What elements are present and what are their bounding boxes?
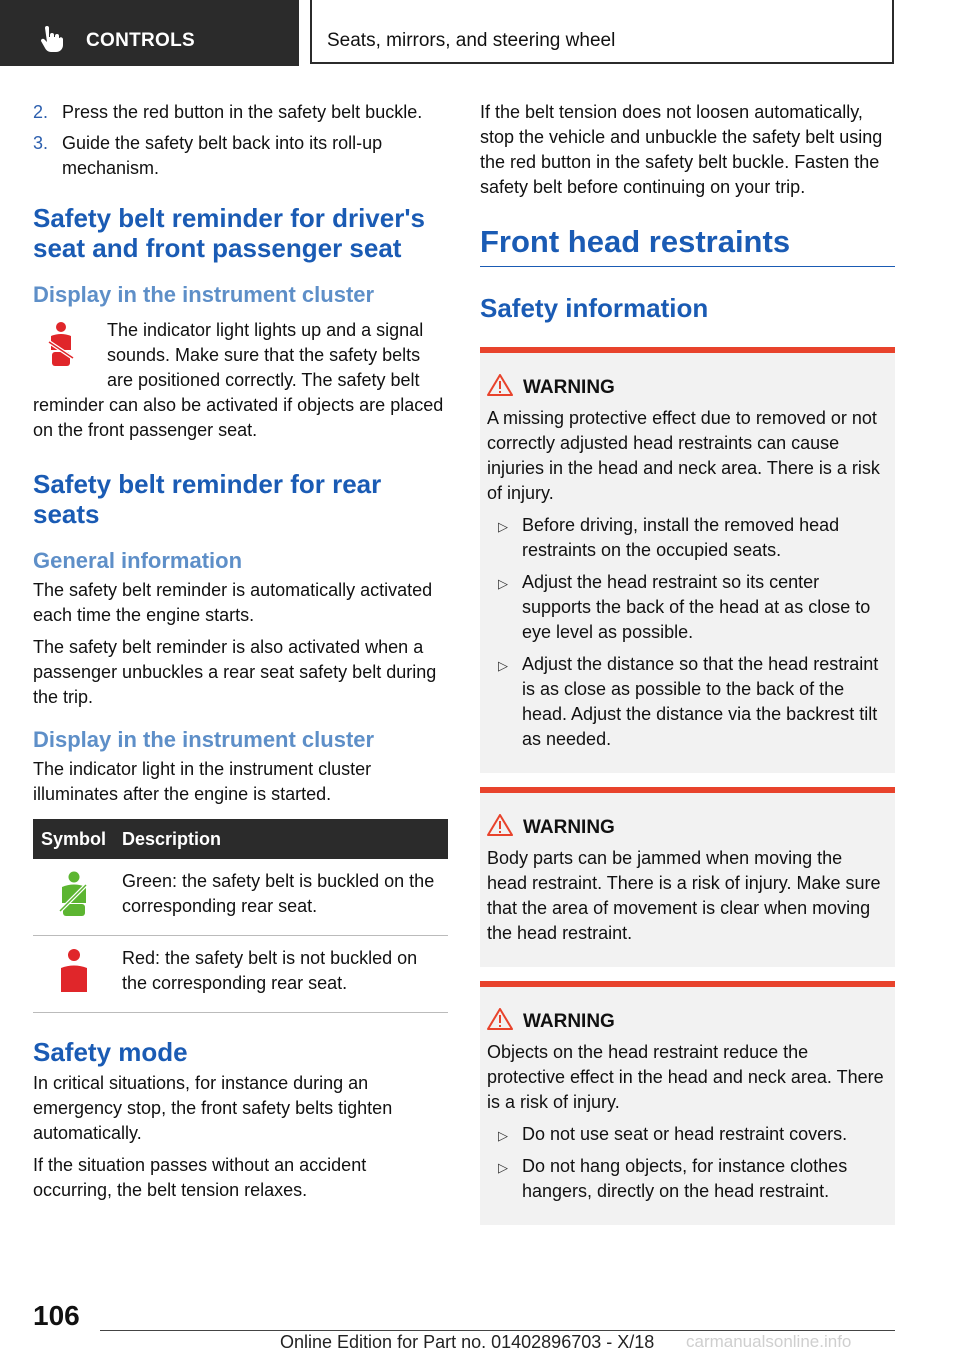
symbol-cell — [33, 936, 114, 1013]
warning-bullets — [487, 513, 887, 752]
bullet-text: Do not use seat or head restraint covers. — [522, 1124, 848, 1144]
list-item — [487, 652, 887, 752]
step-number: 2. — [33, 102, 49, 122]
warning-box-2 — [480, 787, 895, 967]
symbol-cell — [33, 859, 114, 936]
section-label: CONTROLS — [86, 30, 196, 51]
list-item — [487, 1154, 887, 1204]
safety-mode-paragraph-1: In critical situations, for instance during an emergency stop, the front safety belts tighten automatically. — [33, 1073, 393, 1143]
warning-title-text: WARNING — [523, 1011, 615, 1032]
heading-front-head-restraints: Front head restraints — [480, 224, 895, 267]
page-footer — [0, 1290, 960, 1362]
triangle-bullet-icon: ▷ — [498, 576, 508, 591]
triangle-bullet-icon: ▷ — [498, 1160, 508, 1175]
heading-front-reminder: Safety belt reminder for driver's seat and front passenger seat — [33, 203, 425, 263]
symbol-table — [33, 819, 448, 1013]
warning-title-text: WARNING — [523, 817, 615, 838]
edition-text: Online Edition for Part no. 01402896703 - X/18 — [280, 1332, 655, 1352]
display-cluster-rear-text: The indicator light in the instrument cluster illuminates after the engine is started. — [33, 759, 372, 804]
list-item — [33, 100, 448, 125]
column-header-symbol: Symbol — [33, 819, 114, 859]
triangle-bullet-icon: ▷ — [498, 519, 508, 534]
seatbelt-buckled-green-icon — [56, 871, 92, 917]
warning-title — [487, 374, 887, 400]
steps-list — [33, 100, 448, 181]
triangle-bullet-icon: ▷ — [498, 1128, 508, 1143]
chapter-tab — [310, 0, 894, 64]
general-paragraph-2: The safety belt reminder is also activated when a passenger unbuckles a rear seat safety belt during the trip. — [33, 637, 437, 707]
page-number: 106 — [33, 1300, 80, 1331]
table-row — [33, 936, 448, 1013]
right-column — [480, 100, 895, 1239]
bullet-text: Adjust the distance so that the head restraint is as close as possible to the back of the head. Adjust the distance via the backrest tilt as needed. — [522, 654, 879, 749]
chapter-label: Seats, mirrors, and steering wheel — [327, 30, 616, 51]
warning-box-1 — [480, 347, 895, 773]
indicator-block — [33, 316, 448, 443]
warning-triangle-icon — [487, 1008, 513, 1030]
table-row — [33, 859, 448, 936]
watermark: carmanualsonline.info — [686, 1332, 852, 1351]
list-item — [487, 1122, 887, 1147]
column-header-description: Description — [114, 819, 448, 859]
heading-display-cluster-rear: Display in the instrument cluster — [33, 727, 375, 752]
warning-text: Objects on the head restraint reduce the protective effect in the head and neck area. There is a risk of injury. — [487, 1042, 884, 1112]
description-cell: Green: the safety belt is buckled on the corresponding rear seat. — [114, 859, 448, 936]
warning-text: Body parts can be jammed when moving the head restraint. There is a risk of injury. Make sure that the area of movement is clear when moving the head restraint. — [487, 848, 881, 943]
triangle-bullet-icon: ▷ — [498, 658, 508, 673]
display-cluster-text: The indicator light lights up and a signal sounds. Make sure that the safety belts are positioned correctly. The safety belt reminder can also be activated if objects are placed on the front passenger seat. — [33, 320, 444, 440]
belt-tension-paragraph: If the belt tension does not loosen automatically, stop the vehicle and unbuckle the safety belt using the red button in the safety belt buckle. Fasten the safety belt before continuing on your trip. — [480, 102, 883, 197]
description-cell: Red: the safety belt is not buckled on the corresponding rear seat. — [114, 936, 448, 1013]
list-item — [487, 513, 887, 563]
left-column — [33, 100, 448, 1210]
seatbelt-warning-icon — [41, 320, 81, 370]
general-paragraph-1: The safety belt reminder is automatically activated each time the engine starts. — [33, 580, 433, 625]
warning-bullets — [487, 1122, 887, 1204]
warning-text: A missing protective effect due to removed or not correctly adjusted head restraints can cause injuries in the head and neck area. There is a risk of injury. — [487, 408, 880, 503]
bullet-text: Adjust the head restraint so its center supports the back of the head at as close to eye level as possible. — [522, 572, 871, 642]
step-text: Guide the safety belt back into its roll-up mechanism. — [62, 133, 383, 178]
warning-title-text: WARNING — [523, 377, 615, 398]
heading-display-cluster: Display in the instrument cluster — [33, 282, 375, 307]
hand-pointer-icon — [38, 26, 64, 52]
heading-safety-mode: Safety mode — [33, 1037, 188, 1067]
warning-triangle-icon — [487, 814, 513, 836]
heading-general-information: General information — [33, 548, 243, 573]
heading-rear-reminder: Safety belt reminder for rear seats — [33, 469, 382, 529]
section-tab — [0, 0, 299, 66]
warning-title — [487, 1008, 887, 1034]
warning-title — [487, 814, 887, 840]
warning-triangle-icon — [487, 374, 513, 396]
warning-box-3 — [480, 981, 895, 1225]
step-number: 3. — [33, 133, 49, 153]
heading-safety-information: Safety information — [480, 293, 709, 323]
table-header-row — [33, 819, 448, 859]
list-item — [487, 570, 887, 645]
safety-mode-paragraph-2: If the situation passes without an accident occurring, the belt tension relaxes. — [33, 1155, 367, 1200]
seatbelt-unbuckled-red-icon — [56, 948, 92, 994]
bullet-text: Do not hang objects, for instance clothes hangers, directly on the head restraint. — [522, 1156, 848, 1201]
page-header — [0, 0, 960, 66]
bullet-text: Before driving, install the removed head restraints on the occupied seats. — [522, 515, 840, 560]
footer-divider — [100, 1330, 895, 1331]
list-item — [33, 131, 448, 181]
step-text: Press the red button in the safety belt buckle. — [62, 102, 423, 122]
